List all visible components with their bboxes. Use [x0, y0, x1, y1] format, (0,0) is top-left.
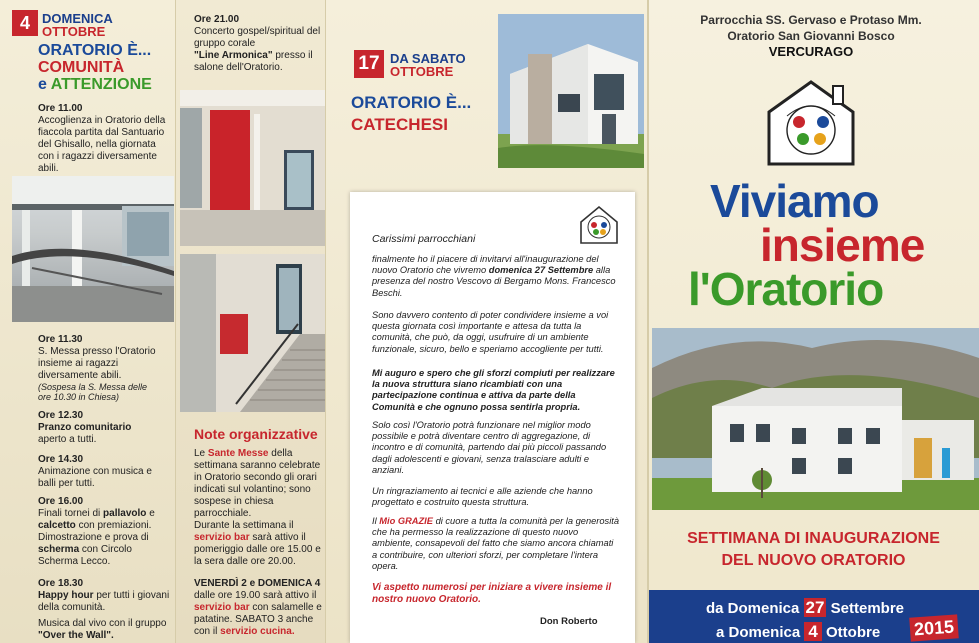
r: servizio bar [194, 532, 250, 543]
letter-p4: Solo così l'Oratorio potrà funzionare nel miglior modo possibile e potrà diventare centro di aggregazione, di incontro e di comunità, partendo dai più piccoli passando dagli adolescenti e giovani, senza tralasciare adulti e anziani. [372, 420, 607, 475]
event-bold: Happy hour [38, 590, 94, 601]
t: finalmente ho il piacere di invitarvi all'inaugurazione del nuovo Oratorio che vivremo [372, 254, 599, 276]
salutation: Carissimi parrocchiani [372, 233, 476, 245]
date-bar-line2 [716, 622, 880, 643]
b: calcetto [38, 520, 76, 531]
letter-p3: Mi auguro e spero che gli sforzi compiuti per realizzare la nuova struttura siano ricambiati con una partecipazione continua e attiva da parte della Comunità e che ognuno possa sentirla propria. [372, 368, 615, 412]
b: domenica 27 Settembre [488, 265, 594, 276]
photo-oratorio-building [652, 328, 979, 510]
photo-stairs [180, 254, 326, 412]
event-1230 [38, 410, 173, 446]
b: scherma [38, 544, 80, 555]
t: a Domenica [716, 624, 801, 641]
pastor-letter [350, 192, 635, 643]
event-time: Ore 18.30 [38, 578, 84, 589]
t: Dimostrazione e prova di [38, 532, 149, 543]
year-badge: 2015 [909, 614, 959, 641]
t: Il [372, 516, 377, 526]
photo-hall [180, 90, 326, 246]
letter-p5: Un ringraziamento ai tecnici e alle aziende che hanno progettato e costruito questa struttura. [372, 486, 593, 508]
event-text: aperto a tutti. [38, 434, 97, 445]
signature: Don Roberto [540, 616, 598, 627]
parish-header [648, 12, 974, 60]
event-text: per tutti i giovani della comunità. [38, 590, 170, 613]
date-dow: DA SABATO [390, 51, 466, 66]
title-line1: ORATORIO È... [351, 93, 472, 112]
t: Durante la settimana il [194, 520, 294, 531]
event-time: Ore 12.30 [38, 410, 84, 421]
event-1600 [38, 496, 174, 568]
t: dalle ore 19.00 sarà attivo il [194, 590, 317, 601]
t: alla presenza del nostro Vescovo di Bergamo Mons. Francesco Beschi. [372, 265, 616, 298]
event-bold: Pranzo comunitario [38, 422, 132, 433]
t: Finali tornei di [38, 508, 101, 519]
panel-domenica-4-ottobre [0, 0, 176, 643]
letter-p1 [372, 254, 620, 299]
section-title [38, 42, 152, 93]
t: Settembre [830, 600, 904, 617]
town-name: VERCURAGO [768, 44, 854, 59]
t: con premiazioni. [78, 520, 152, 531]
subtitle [648, 528, 979, 572]
date-num: 4 [804, 622, 821, 641]
date-badge-label [42, 12, 113, 38]
b: "Over the Wall". [38, 630, 114, 641]
r: Sante Messe [207, 448, 269, 459]
t: con salamelle e patatine. SABATO 3 anche con il [194, 602, 322, 637]
r: Mio GRAZIE [379, 516, 433, 526]
t: sarà attivo il pomeriggio dalle ore 15.00 e la sera dalle ore 20.00. [194, 532, 321, 567]
event-time: Ore 11.00 [38, 103, 83, 114]
event-1830 [38, 578, 174, 642]
section-title [351, 92, 471, 136]
panel-cover [648, 0, 979, 643]
date-month: OTTOBRE [390, 64, 454, 79]
t: Concerto gospel/spiritual del gruppo corale [194, 26, 321, 49]
parish-name: Parrocchia SS. Gervaso e Protaso Mm. [700, 13, 922, 27]
oratorio-logo [763, 76, 859, 168]
note-2 [194, 520, 322, 568]
notes-title: Note organizzative [194, 426, 318, 442]
t: della settimana saranno celebrate in Oratorio secondo gli orari indicati sul volantino; sono sospese in chiesa parrocchiale. [194, 448, 321, 519]
title-line1: ORATORIO È... [38, 42, 152, 59]
event-note: (Sospesa la S. Messa delle ore 10.30 in Chiesa) [38, 382, 148, 402]
subtitle-line2: DEL NUOVO ORATORIO [721, 552, 906, 569]
title-e: e [38, 76, 47, 93]
event-time: Ore 11.30 [38, 334, 83, 345]
event-text: S. Messa presso l'Oratorio insieme ai ragazzi diversamente abili. [38, 346, 156, 381]
date-num: 27 [805, 598, 825, 617]
b: "Line Armonica" [194, 50, 273, 61]
date-badge-day: 4 [12, 10, 38, 36]
t: Le [194, 448, 206, 459]
title-line2: CATECHESI [351, 115, 448, 134]
t: di cuore a tutta la comunità per la generosità che ha permesso la realizzazione di questo nuovo ambiente, consapevoli del fatto che siamo ancora chiamati a contribuire, con ulteriori sforzi, per completare l'intera opera. [372, 516, 620, 571]
event-time: Ore 16.00 [38, 496, 84, 507]
photo-atrium [12, 176, 174, 322]
letter-p2: Sono davvero contento di poter condividere insieme a voi questa giornata così importante e attesa da tutta la comunità, che può, da oggi, usufruire di un ambiente funzionale, sicuro, bello e speriamo accogliente per tutti. [372, 310, 609, 354]
r: servizio cucina. [220, 626, 295, 637]
date-badge-day: 17 [354, 50, 384, 78]
event-time: Ore 14.30 [38, 454, 84, 465]
event-1430 [38, 454, 158, 490]
photo-building-exterior [498, 14, 644, 168]
date-badge-label [390, 52, 466, 78]
date-bar-line1 [706, 598, 904, 619]
t: presso il salone dell'Oratorio. [194, 50, 313, 73]
headline-viviamo: Viviamo [710, 175, 879, 227]
event-time: Ore 21.00 [194, 14, 240, 25]
b: pallavolo [103, 508, 147, 519]
title-line2: COMUNITÀ [38, 59, 125, 76]
event-1130 [38, 334, 173, 402]
event-text: Accoglienza in Oratorio della fiaccola partita dal Santuario del Ghisallo, nella giornata con i ragazzi diversamente abili. [38, 115, 166, 174]
r: servizio bar [194, 602, 250, 613]
event-2100 [194, 14, 322, 74]
t: Ottobre [826, 624, 881, 641]
date-dow: DOMENICA [42, 11, 113, 26]
date-bar [648, 590, 979, 643]
t: con Circolo Scherma Lecco. [38, 544, 132, 567]
headline-insieme: insieme [760, 219, 925, 271]
title-line3: ATTENZIONE [50, 76, 152, 93]
letter-p6 [372, 516, 620, 572]
divider [647, 0, 649, 643]
t: Musica dal vivo con il gruppo [38, 618, 167, 629]
b: VENERDÌ 2 e DOMENICA 4 [194, 578, 321, 589]
oratorio-name: Oratorio San Giovanni Bosco [727, 29, 895, 43]
note-3 [194, 578, 324, 638]
t: da Domenica [706, 600, 800, 617]
event-text: Animazione con musica e balli per tutti. [38, 466, 152, 489]
t: e [149, 508, 155, 519]
headline-oratorio: l'Oratorio [688, 263, 884, 315]
note-1 [194, 448, 322, 520]
date-month: OTTOBRE [42, 24, 106, 39]
event-1100 [38, 103, 173, 175]
subtitle-line1: SETTIMANA DI INAUGURAZIONE [687, 530, 940, 547]
letter-p7: Vi aspetto numerosi per iniziare a vivere insieme il nostro nuovo Oratorio. [372, 582, 612, 605]
panel-concert-notes [176, 0, 326, 643]
